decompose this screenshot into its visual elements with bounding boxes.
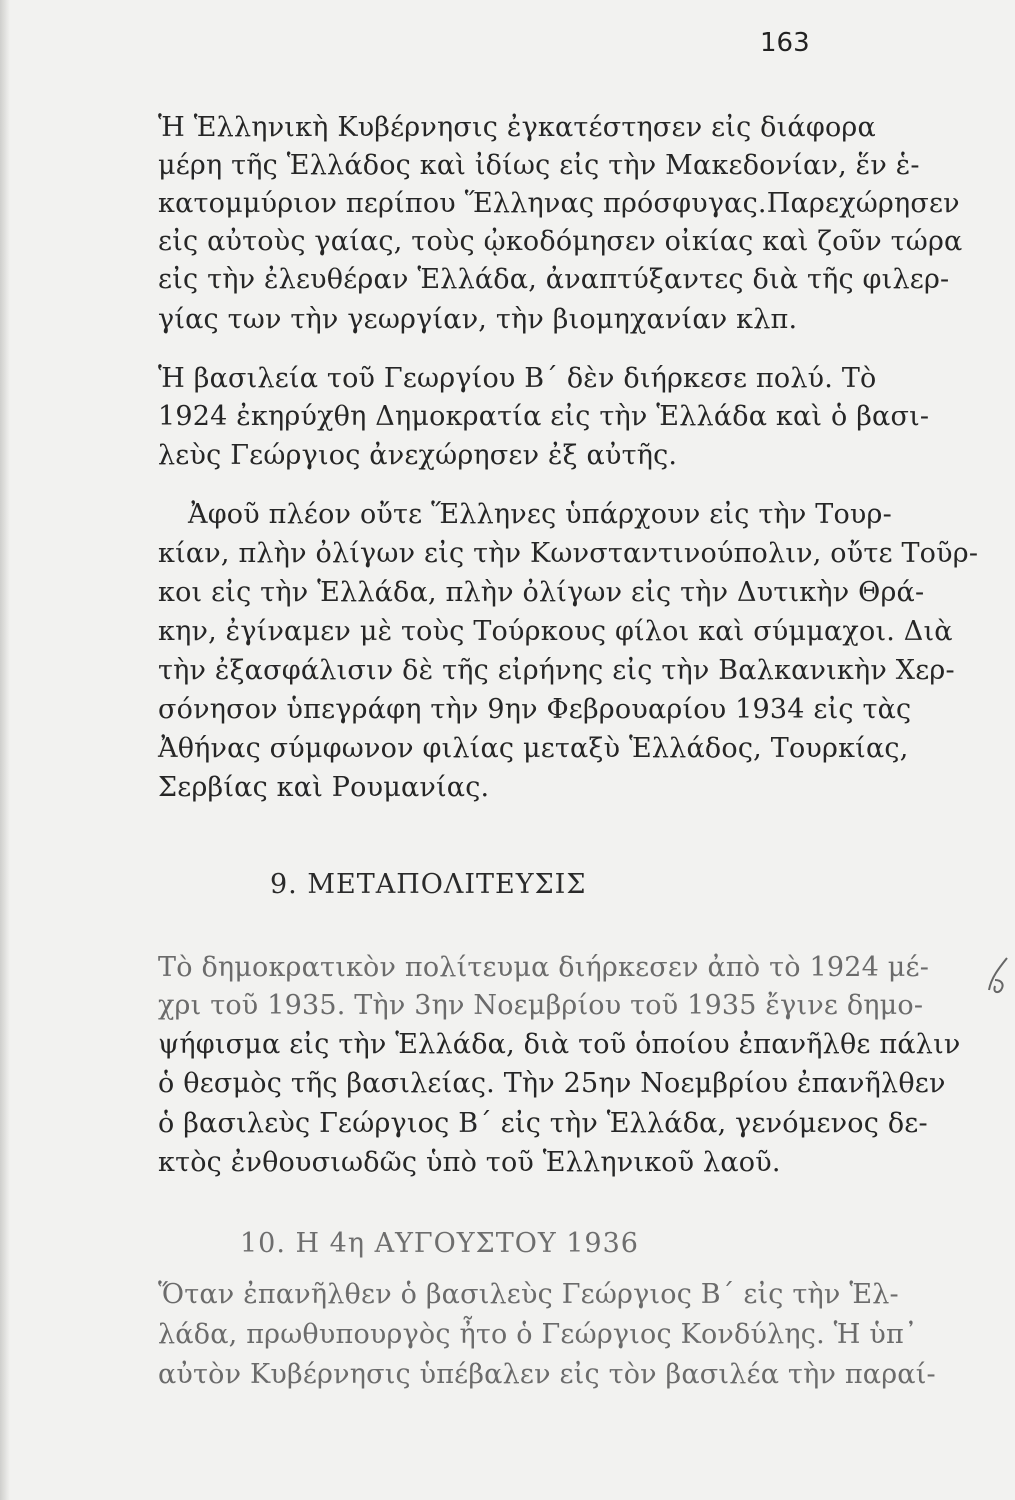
text-line: χρι τοῦ 1935. Τὴν 3ην Νοεμβρίου τοῦ 1935 ἔγινε δημο- bbox=[158, 990, 924, 1021]
page-edge-shadow bbox=[0, 0, 10, 1500]
text-line: ὁ θεσμὸς τῆς βασιλείας. Τὴν 25ην Νοεμβρίου ἐπανῆλθεν bbox=[158, 1068, 946, 1099]
text-line: γίας των τὴν γεωργίαν, τὴν βιομηχανίαν κλπ. bbox=[158, 304, 798, 335]
text-line: κοι εἰς τὴν Ἑλλάδα, πλὴν ὀλίγων εἰς τὴν Δυτικὴν Θρά- bbox=[158, 577, 925, 608]
text-line: Ἡ Ἑλληνικὴ Κυβέρνησις ἐγκατέστησεν εἰς διάφορα bbox=[158, 112, 876, 143]
text-line: Σερβίας καὶ Ρουμανίας. bbox=[158, 772, 490, 803]
text-line: μέρη τῆς Ἑλλάδος καὶ ἰδίως εἰς τὴν Μακεδονίαν, ἕν ἑ- bbox=[158, 150, 920, 181]
page-number: 163 bbox=[760, 28, 810, 58]
text-line: λάδα, πρωθυπουργὸς ἦτο ὁ Γεώργιος Κονδύλης. Ἡ ὑπ᾽ bbox=[158, 1319, 918, 1350]
text-line: τὴν ἐξασφάλισιν δὲ τῆς εἰρήνης εἰς τὴν Βαλκανικὴν Χερ- bbox=[158, 655, 955, 686]
text-line: ψήφισμα εἰς τὴν Ἑλλάδα, διὰ τοῦ ὁποίου ἐπανῆλθε πάλιν bbox=[158, 1029, 961, 1060]
section-heading: 10. Η 4η ΑΥΓΟΥΣΤΟΥ 1936 bbox=[240, 1228, 639, 1259]
text-line: κατομμύριον περίπου Ἕλληνας πρόσφυγας.Παρεχώρησεν bbox=[158, 188, 960, 219]
text-line: Ἀθήνας σύμφωνον φιλίας μεταξὺ Ἑλλάδος, Τουρκίας, bbox=[158, 733, 909, 764]
text-line: ὁ βασιλεὺς Γεώργιος Β΄ εἰς τὴν Ἑλλάδα, γενόμενος δε- bbox=[158, 1108, 928, 1139]
text-line: Ὅταν ἐπανῆλθεν ὁ βασιλεὺς Γεώργιος Β΄ εἰς τὴν Ἑλ- bbox=[158, 1279, 899, 1310]
text-line: Τὸ δημοκρατικὸν πολίτευμα διήρκεσεν ἀπὸ τὸ 1924 μέ- bbox=[158, 952, 930, 983]
text-line: εἰς αὐτοὺς γαίας, τοὺς ᾠκοδόμησεν οἰκίας καὶ ζοῦν τώρα bbox=[158, 226, 963, 257]
text-line: αὐτὸν Κυβέρνησις ὑπέβαλεν εἰς τὸν βασιλέα τὴν παραί- bbox=[158, 1359, 936, 1390]
text-line: 1924 ἐκηρύχθη Δημοκρατία εἰς τὴν Ἑλλάδα καὶ ὁ βασι- bbox=[158, 401, 930, 432]
section-heading: 9. ΜΕΤΑΠΟΛΙΤΕΥΣΙΣ bbox=[270, 869, 587, 900]
text-line: εἰς τὴν ἐλευθέραν Ἑλλάδα, ἀναπτύξαντες διὰ τῆς φιλερ- bbox=[158, 264, 950, 295]
text-line: σόνησον ὑπεγράφη τὴν 9ην Φεβρουαρίου 1934 εἰς τὰς bbox=[158, 694, 912, 725]
text-line: Ἀφοῦ πλέον οὔτε Ἕλληνες ὑπάρχουν εἰς τὴν Τουρ- bbox=[188, 499, 892, 530]
pencil-mark-icon bbox=[985, 950, 1013, 1000]
text-line: κην, ἐγίναμεν μὲ τοὺς Τούρκους φίλοι καὶ σύμμαχοι. Διὰ bbox=[158, 616, 953, 647]
text-line: Ἡ βασιλεία τοῦ Γεωργίου Β΄ δὲν διήρκεσε πολύ. Τὸ bbox=[158, 363, 877, 394]
text-line: λεὺς Γεώργιος ἀνεχώρησεν ἐξ αὐτῆς. bbox=[158, 440, 678, 471]
text-line: κτὸς ἐνθουσιωδῶς ὑπὸ τοῦ Ἑλληνικοῦ λαοῦ. bbox=[158, 1147, 781, 1178]
text-line: κίαν, πλὴν ὀλίγων εἰς τὴν Κωνσταντινούπολιν, οὔτε Τοῦρ- bbox=[158, 538, 979, 569]
